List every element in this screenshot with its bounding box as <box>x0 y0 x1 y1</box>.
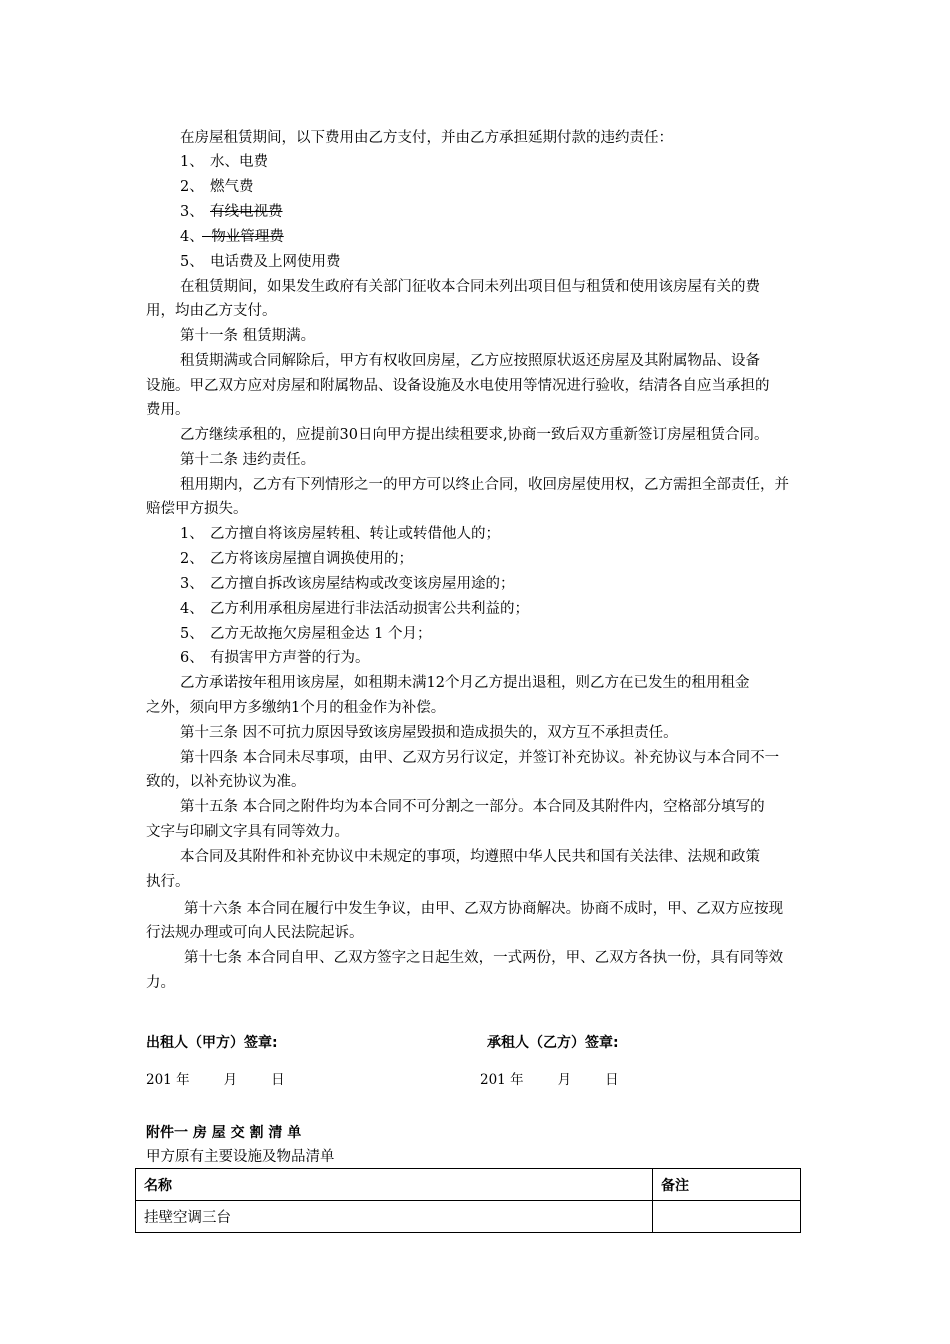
paragraph: 行法规办理或可向人民法院起诉。 <box>146 925 364 941</box>
appendix-title: 附件一 房 屋 交 割 清 单 <box>146 1125 302 1141</box>
article-16: 第十六条 本合同在履行中发生争议，由甲、乙双方协商解决。协商不成时，甲、乙双方应按现 <box>184 901 784 917</box>
article-17: 第十七条 本合同自甲、乙双方签字之日起生效，一式两份，甲、乙双方各执一份，具有同等效 <box>184 950 784 966</box>
appendix-subtitle: 甲方原有主要设施及物品清单 <box>146 1149 335 1165</box>
article-14: 第十四条 本合同未尽事项，由甲、乙双方另行议定，并签订补充协议。补充协议与本合同不一 <box>180 750 780 766</box>
paragraph: 在租赁期间，如果发生政府有关部门征收本合同未列出项目但与租赁和使用该房屋有关的费 <box>180 279 760 295</box>
table-header-row <box>136 1169 801 1201</box>
article-13: 第十三条 因不可抗力原因导致该房屋毁损和造成损失的，双方互不承担责任。 <box>180 725 678 741</box>
paragraph: 赔偿甲方损失。 <box>146 501 248 517</box>
breach-item: 2、 乙方将该房屋擅自调换使用的； <box>180 551 413 567</box>
lessor-date: 201 年 月 日 <box>146 1072 285 1088</box>
fee-item: 1、 水、电费 <box>180 154 268 170</box>
paragraph: 用，均由乙方支付。 <box>146 303 277 319</box>
inventory-table <box>135 1168 801 1233</box>
breach-item: 6、 有损害甲方声誉的行为。 <box>180 650 370 666</box>
fee-item-struck: 3、 有线电视费 <box>180 204 283 220</box>
fee-item: 2、 燃气费 <box>180 179 254 195</box>
breach-item: 1、 乙方擅自将该房屋转租、转让或转借他人的； <box>180 526 500 542</box>
paragraph: 执行。 <box>146 874 190 890</box>
paragraph: 文字与印刷文字具有同等效力。 <box>146 824 349 840</box>
table-row <box>136 1201 801 1233</box>
paragraph: 设施。甲乙双方应对房屋和附属物品、设备设施及水电使用等情况进行验收，结清各自应当承担的 <box>146 378 770 394</box>
paragraph: 本合同及其附件和补充协议中未规定的事项，均遵照中华人民共和国有关法律、法规和政策 <box>180 849 760 865</box>
fees-intro: 在房屋租赁期间，以下费用由乙方支付，并由乙方承担延期付款的违约责任： <box>180 130 673 146</box>
table-cell <box>653 1201 801 1233</box>
article-11-heading: 第十一条 租赁期满。 <box>180 328 316 344</box>
lessor-signature-label: 出租人（甲方）签章: <box>146 1035 278 1051</box>
breach-item: 3、 乙方擅自拆改该房屋结构或改变该房屋用途的； <box>180 576 515 592</box>
lessee-date: 201 年 月 日 <box>480 1072 619 1088</box>
paragraph: 力。 <box>146 975 175 991</box>
column-header-name: 名称 <box>136 1169 653 1201</box>
paragraph: 租赁期满或合同解除后，甲方有权收回房屋，乙方应按照原状返还房屋及其附属物品、设备 <box>180 353 760 369</box>
lessee-signature-label: 承租人（乙方）签章: <box>487 1035 619 1051</box>
article-12-heading: 第十二条 违约责任。 <box>180 452 316 468</box>
breach-item: 5、 乙方无故拖欠房屋租金达 1 个月； <box>180 626 432 642</box>
article-15: 第十五条 本合同之附件均为本合同不可分割之一部分。本合同及其附件内，空格部分填写的 <box>180 799 765 815</box>
paragraph: 乙方继续承租的，应提前30日向甲方提出续租要求,协商一致后双方重新签订房屋租赁合同。 <box>180 427 769 443</box>
fee-item-struck: 4、 物业管理费 <box>180 229 284 245</box>
fee-item: 5、 电话费及上网使用费 <box>180 254 341 270</box>
paragraph: 租用期内，乙方有下列情形之一的甲方可以终止合同，收回房屋使用权，乙方需担全部责任，并 <box>180 477 789 493</box>
column-header-remarks: 备注 <box>653 1169 801 1201</box>
paragraph: 费用。 <box>146 402 190 418</box>
paragraph: 致的，以补充协议为准。 <box>146 774 306 790</box>
paragraph: 之外，须向甲方多缴纳1个月的租金作为补偿。 <box>146 700 446 716</box>
breach-item: 4、 乙方利用承租房屋进行非法活动损害公共利益的； <box>180 601 529 617</box>
paragraph: 乙方承诺按年租用该房屋，如租期未满12个月乙方提出退租，则乙方在已发生的租用租金 <box>180 675 750 691</box>
table-cell: 挂壁空调三台 <box>136 1201 653 1233</box>
